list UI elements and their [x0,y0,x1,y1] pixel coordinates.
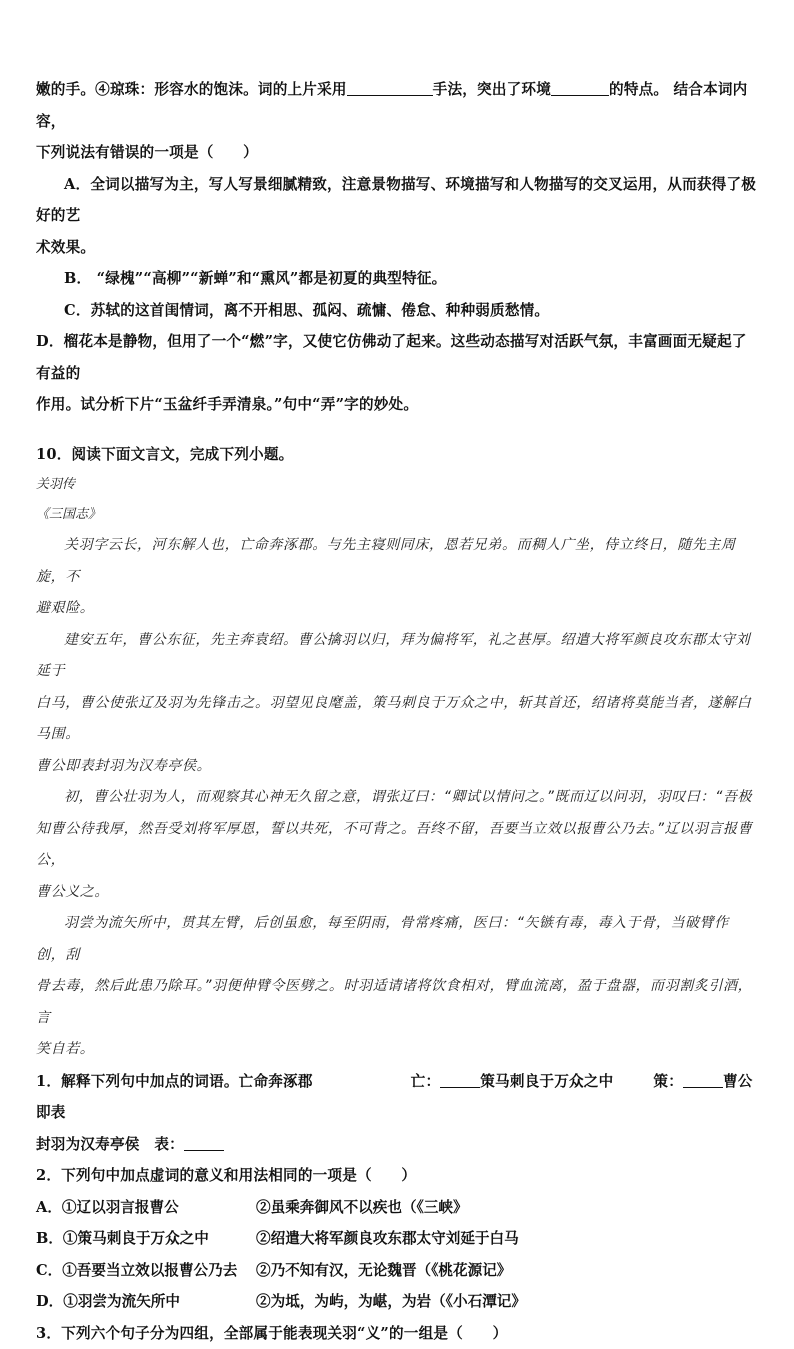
sub2-option-c [36,1255,758,1287]
q9-option-d: D．榴花本是静物，但用了一个“燃”字，又使它仿佛动了起来。这些动态描写对活跃气氛，丰富画面无疑起了有益的 [36,326,758,389]
passage-para-4-cont: 骨去毒，然后此患乃除耳。”羽便伸臂令医劈之。时羽适请诸将饮食相对，臂血流离，盈于盘器，而羽割炙引酒，言 [36,971,758,1034]
sub2-stem: 2．下列句中加点虚词的意义和用法相同的一项是（ ） [36,1160,758,1192]
q9-option-c: C．苏轼的这首闺情词，离不开相思、孤闷、疏慵、倦怠、种种弱质愁情。 [36,295,758,327]
q9-text: 嫩的手。④琼珠：形容水的饱沫。词的上片采用 [36,81,347,98]
sub1-text: 封羽为汉寿亭侯 表： [36,1136,184,1153]
document-page [36,74,758,1349]
passage-para-4-cont: 笑自若。 [36,1034,758,1066]
passage-source: 《三国志》 [36,500,758,530]
sub1-line-1 [36,1066,758,1129]
passage-para-3: 初，曹公壮羽为人，而观察其心神无久留之意，谓张辽曰：“卿试以情问之。”既而辽以问羽，羽叹曰：“吾极 [36,782,758,814]
option-right: ②为坻，为屿，为嵁，为岩（《小石潭记》 [256,1286,526,1318]
passage-para-2-cont: 曹公即表封羽为汉寿亭侯。 [36,751,758,783]
passage-para-2: 建安五年，曹公东征，先主奔袁绍。曹公擒羽以归，拜为偏将军，礼之甚厚。绍遣大将军颜良攻东郡太守刘延于 [36,625,758,688]
passage-para-2-cont: 白马，曹公使张辽及羽为先锋击之。羽望见良麾盖，策马刺良于万众之中，斩其首还，绍诸将莫能当者，遂解白马围。 [36,688,758,751]
passage-para-1-cont: 避艰险。 [36,593,758,625]
option-right: ②虽乘奔御风不以疾也（《三峡》 [256,1192,468,1224]
passage-para-3-cont: 知曹公待我厚，然吾受刘将军厚恩，誓以共死，不可背之。吾终不留，吾要当立效以报曹公乃去。”辽以羽言报曹公， [36,814,758,877]
spacer [36,421,758,439]
q9-line-1 [36,74,758,137]
sub1-text: 曹公即表 [36,1073,753,1122]
option-right: ②乃不知有汉，无论魏晋（《桃花源记》 [256,1255,511,1287]
option-left: A．①辽以羽言报曹公 [36,1192,256,1224]
sub1-text: 亡： [411,1073,441,1090]
option-left: D．①羽尝为流矢所中 [36,1286,256,1318]
passage-para-4: 羽尝为流矢所中，贯其左臂，后创虽愈，每至阴雨，骨常疼痛，医曰：“矢镞有毒，毒入于骨，当破臂作创，刮 [36,908,758,971]
passage-para-1: 关羽字云长，河东解人也，亡命奔涿郡。与先主寝则同床，恩若兄弟。而稠人广坐，侍立终日，随先主周旋，不 [36,530,758,593]
option-right: ②绍遣大将军颜良攻东郡太守刘延于白马 [256,1223,519,1255]
answer-blank[interactable] [551,79,609,96]
sub2-option-d [36,1286,758,1318]
answer-blank[interactable] [184,1134,224,1151]
answer-blank[interactable] [440,1071,480,1088]
q9-stem: 下列说法有错误的一项是（ ） [36,137,758,169]
q9-text: 手法，突出了环境 [433,81,551,98]
sub3-stem: 3．下列六个句子分为四组，全部属于能表现关羽“义”的一组是（ ） [36,1318,758,1349]
answer-blank[interactable] [683,1071,723,1088]
q9-text: 的特点。 结合本词内容， [36,81,747,130]
q9-option-a: A．全词以描写为主，写人写景细腻精致，注意景物描写、环境描写和人物描写的交叉运用，从而获得了极好的艺 [36,169,758,232]
q9-option-d-cont: 作用。试分析下片“玉盆纤手弄清泉。”句中“弄”字的妙处。 [36,389,758,421]
sub1-text: 1．解释下列句中加点的词语。亡命奔涿郡 [36,1073,313,1090]
option-left: B．①策马刺良于万众之中 [36,1223,256,1255]
q10-intro: 10．阅读下面文言文，完成下列小题。 [36,439,758,471]
sub2-option-a [36,1192,758,1224]
sub1-text: 策马刺良于万众之中 [480,1073,613,1090]
answer-blank[interactable] [347,79,433,96]
sub1-text: 策： [653,1073,683,1090]
option-left: C．①吾要当立效以报曹公乃去 [36,1255,256,1287]
passage-para-3-cont: 曹公义之。 [36,877,758,909]
sub1-line-2 [36,1129,758,1161]
q9-option-b: B． “绿槐”“高柳”“新蝉”和“熏风”都是初夏的典型特征。 [36,263,758,295]
q9-option-a-cont: 术效果。 [36,232,758,264]
sub2-option-b [36,1223,758,1255]
passage-title: 关羽传 [36,470,758,500]
